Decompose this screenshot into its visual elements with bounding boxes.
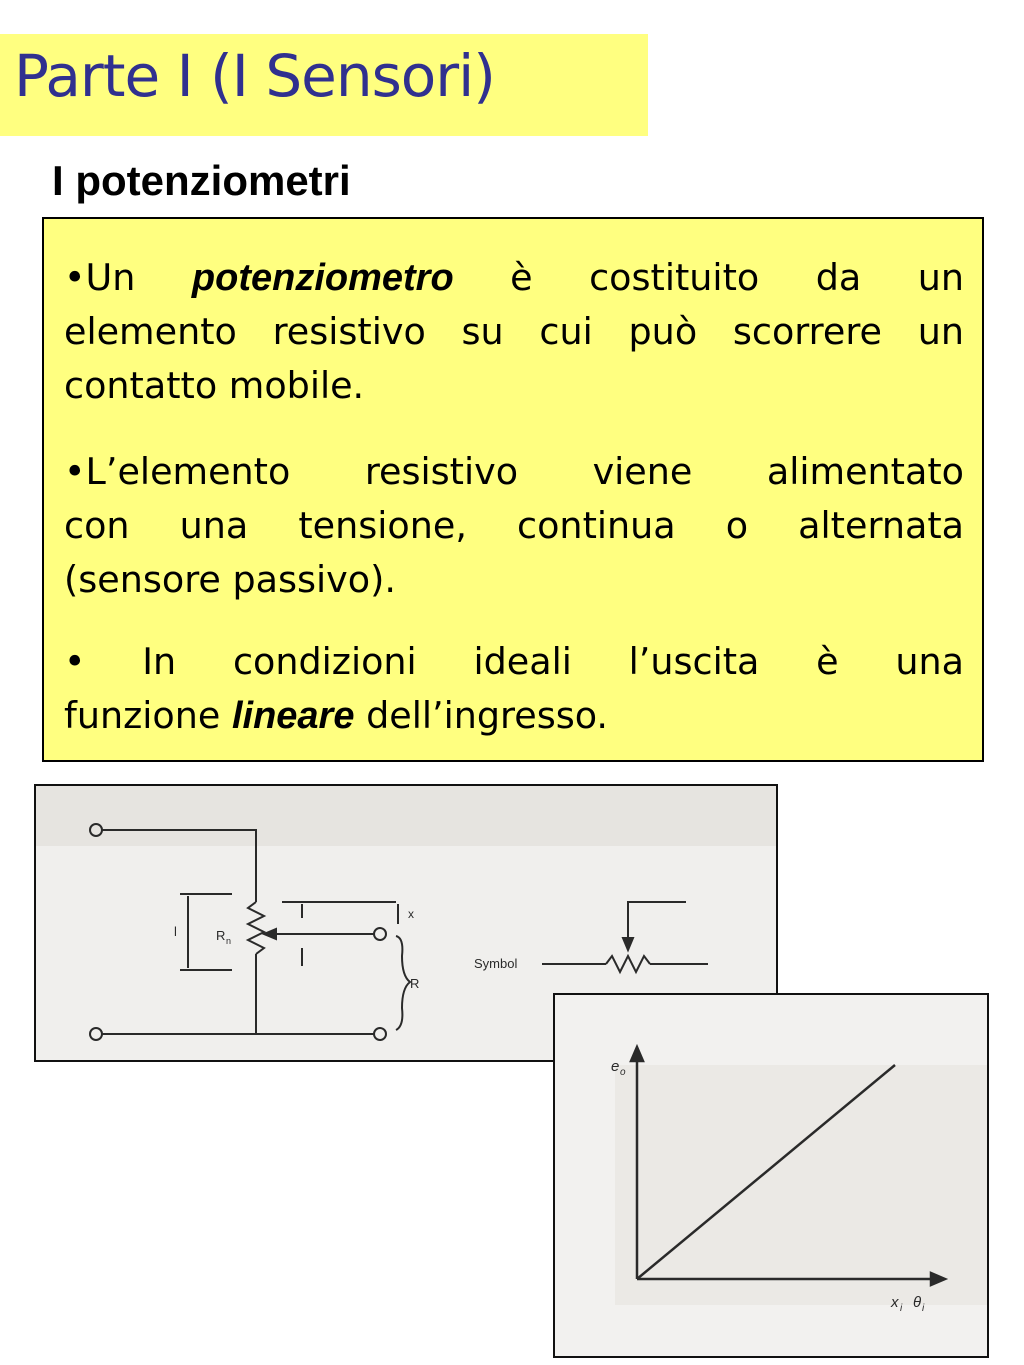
- label-r: R: [410, 976, 420, 991]
- label-rn: R: [216, 928, 226, 943]
- bullet-3-post: dell’ingresso.: [366, 694, 609, 737]
- bullet-1-after: è costituito da un: [510, 256, 964, 299]
- bullet-1-line-3: contatto mobile.: [64, 364, 365, 407]
- bullet-2-line-1: [64, 445, 964, 499]
- bullet-3: [64, 635, 964, 743]
- terminal-bottom-right: [374, 1028, 386, 1040]
- page-title: Parte I (I Sensori): [14, 42, 495, 110]
- bullet-1-line-2: elemento resistivo su cui può scorrere un: [64, 310, 964, 353]
- bullet-2-text: L’elemento resistivo viene alimentato: [85, 450, 964, 493]
- x-axis-label: x: [891, 1294, 899, 1311]
- bullet-marker: •: [64, 256, 86, 299]
- potentiometer-symbol-icon: [606, 956, 650, 972]
- x-axis-theta: θ: [913, 1294, 922, 1311]
- bullet-3-line-1: [64, 635, 964, 689]
- label-x: x: [408, 907, 414, 921]
- bullet-2-line-2: con una tensione, continua o alternata: [64, 504, 964, 547]
- terminal-bottom-left: [90, 1028, 102, 1040]
- linear-graph-scan: [553, 993, 989, 1358]
- bullet-1-line-1: [64, 251, 964, 305]
- resistor-icon: [248, 902, 264, 954]
- bullet-2-line-3: (sensore passivo).: [64, 558, 396, 601]
- terminal-wiper: [374, 928, 386, 940]
- bullet-marker: •: [64, 450, 86, 493]
- keyword-potenziometro: potenziometro: [191, 257, 454, 299]
- bullet-3-text: In condizioni ideali l’uscita è una: [142, 640, 964, 683]
- bullet-2: [64, 445, 964, 607]
- y-axis-label-sub: o: [620, 1067, 626, 1078]
- label-symbol: Symbol: [474, 956, 518, 971]
- x-axis-label-sub: i: [900, 1303, 903, 1314]
- label-l: l: [174, 924, 177, 939]
- bullet-box: [42, 217, 984, 762]
- bullet-3-pre: funzione: [64, 694, 221, 737]
- linear-graph: [555, 995, 989, 1358]
- bullet-3-line-2: [64, 689, 964, 743]
- y-axis-label: e: [611, 1058, 620, 1075]
- bullet-1: [64, 251, 964, 413]
- bullet-marker: •: [64, 640, 86, 683]
- keyword-lineare: lineare: [231, 695, 355, 737]
- label-rn-sub: n: [226, 936, 232, 946]
- bullet-1-lead: Un: [85, 256, 136, 299]
- section-subtitle: I potenziometri: [52, 157, 351, 204]
- x-axis-theta-sub: i: [922, 1303, 925, 1314]
